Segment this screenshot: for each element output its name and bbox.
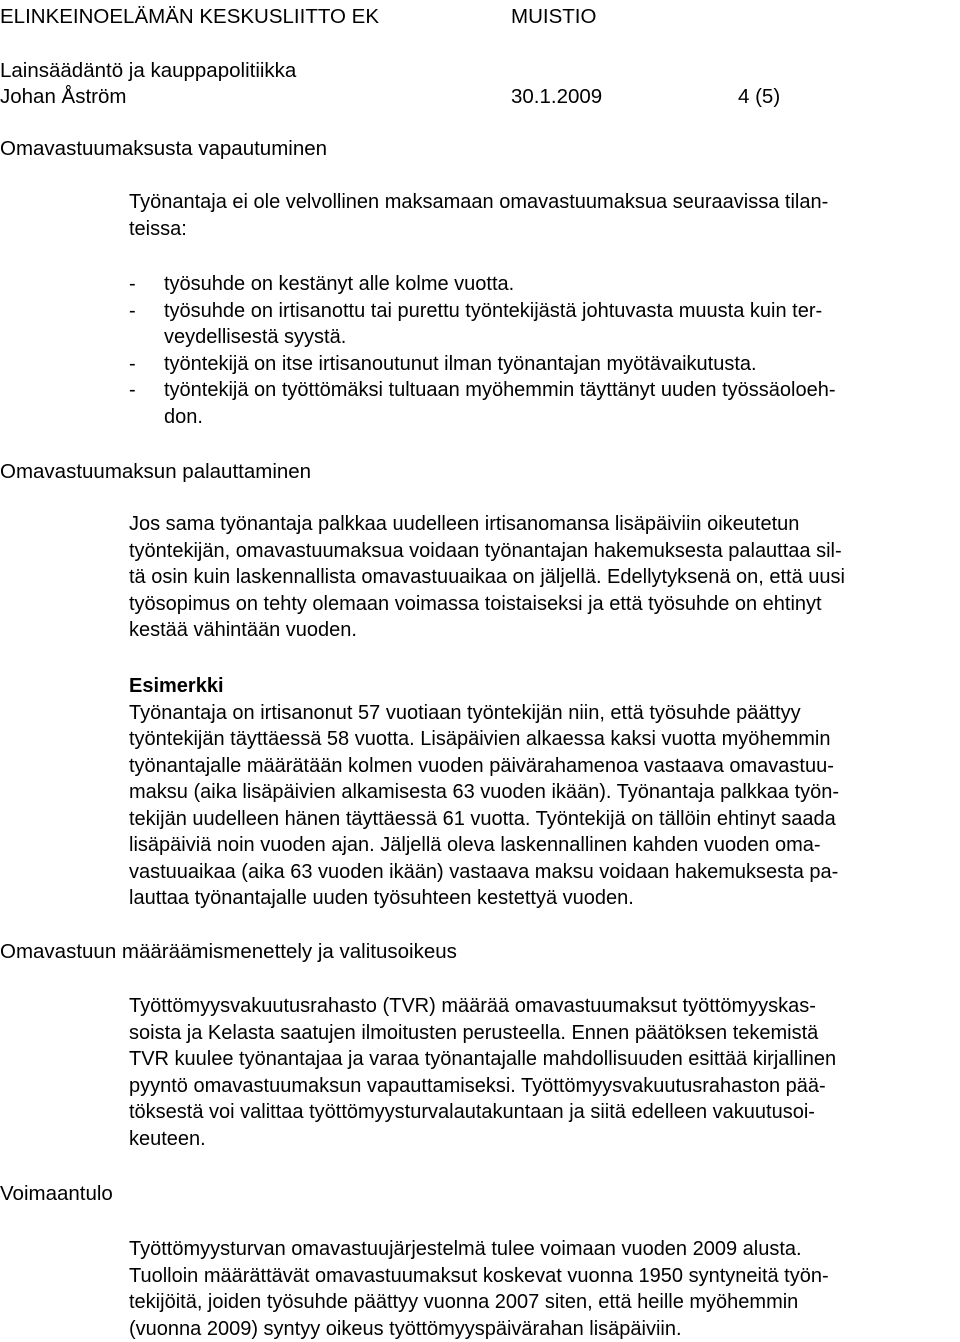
paragraph-line: Jos sama työnantaja palkkaa uudelleen irtisanomansa lisäpäiviin oikeutetun	[129, 511, 955, 538]
section-heading-voimaantulo: Voimaantulo	[0, 1181, 113, 1208]
paragraph-line: tä osin kuin laskennallista omavastuuaikaa on jäljellä. Edellytyksenä on, että uusi	[129, 564, 955, 591]
list-item	[129, 298, 955, 325]
section-heading-maaraamismenettely: Omavastuun määräämismenettely ja valitusoikeus	[0, 939, 457, 966]
list-item-continuation	[129, 324, 955, 351]
list-item	[129, 377, 955, 404]
paragraph-line: tekijöitä, joiden työsuhde päättyy vuonna 2007 siten, että heille myöhemmin	[129, 1289, 955, 1316]
paragraph-line: kestää vähintään vuoden.	[129, 617, 955, 644]
procedure-paragraph	[129, 993, 955, 1152]
header-department: Lainsäädäntö ja kauppapolitiikka	[0, 58, 296, 85]
paragraph-line: töksestä voi valittaa työttömyysturvalautakuntaan ja siitä edelleen vakuutusoi-	[129, 1099, 955, 1126]
example-line: Työnantaja on irtisanonut 57 vuotiaan työntekijän niin, että työsuhde päättyy	[129, 700, 955, 727]
paragraph-line: pyyntö omavastuumaksun vapauttamiseksi. Työttömyysvakuutusrahaston pää-	[129, 1073, 955, 1100]
bullet-dash: -	[129, 351, 136, 378]
bullet-dash: -	[129, 377, 136, 404]
list-item-continuation	[129, 404, 955, 431]
paragraph-line: Työttömyysvakuutusrahasto (TVR) määrää omavastuumaksut työttömyyskas-	[129, 993, 955, 1020]
list-item-text: veydellisestä syystä.	[164, 324, 346, 351]
header-page-number: 4 (5)	[738, 84, 780, 111]
example-line: vastuuaikaa (aika 63 vuoden ikään) vastaava maksu voidaan hakemuksesta pa-	[129, 859, 955, 886]
paragraph-line: työsopimus on tehty olemaan voimassa toistaiseksi ja että työsuhde on ehtinyt	[129, 591, 955, 618]
list-item-text: työntekijä on työttömäksi tultuaan myöhemmin täyttänyt uuden työssäoloeh-	[164, 377, 835, 404]
header-author: Johan Åström	[0, 84, 126, 111]
section-intro	[129, 189, 955, 242]
header-date: 30.1.2009	[511, 84, 602, 111]
list-item-text: työsuhde on kestänyt alle kolme vuotta.	[164, 271, 514, 298]
intro-line: Työnantaja ei ole velvollinen maksamaan omavastuumaksua seuraavissa tilan-	[129, 189, 955, 216]
example-line: lauttaa työnantajalle uuden työsuhteen kestettyä vuoden.	[129, 885, 955, 912]
list-item-text: työsuhde on irtisanottu tai purettu työntekijästä johtuvasta muusta kuin ter-	[164, 298, 822, 325]
list-item	[129, 351, 955, 378]
bullet-dash: -	[129, 298, 136, 325]
intro-line: teissa:	[129, 216, 955, 243]
section-heading-vapautuminen: Omavastuumaksusta vapautuminen	[0, 136, 327, 163]
list-item	[129, 271, 955, 298]
paragraph-line: soista ja Kelasta saatujen ilmoitusten perusteella. Ennen päätöksen tekemistä	[129, 1020, 955, 1047]
section-heading-palauttaminen: Omavastuumaksun palauttaminen	[0, 459, 311, 486]
example-line: lisäpäiviä noin vuoden ajan. Jäljellä oleva laskennallinen kahden vuoden oma-	[129, 832, 955, 859]
paragraph-line: (vuonna 2009) syntyy oikeus työttömyyspäivärahan lisäpäiviin.	[129, 1316, 955, 1342]
example-line: maksu (aika lisäpäivien alkamisesta 63 vuoden ikään). Työnantaja palkkaa työn-	[129, 779, 955, 806]
example-line: työntekijän täyttäessä 58 vuotta. Lisäpäivien alkaessa kaksi vuotta myöhemmin	[129, 726, 955, 753]
effective-date-paragraph	[129, 1236, 955, 1342]
paragraph-line: työntekijän, omavastuumaksua voidaan työnantajan hakemuksesta palauttaa sil-	[129, 538, 955, 565]
paragraph-line: keuteen.	[129, 1126, 955, 1153]
paragraph-line: Työttömyysturvan omavastuujärjestelmä tulee voimaan vuoden 2009 alusta.	[129, 1236, 955, 1263]
example-line: tekijän uudelleen hänen täyttäessä 61 vuotta. Työntekijä on tällöin ehtinyt saada	[129, 806, 955, 833]
example-block	[129, 673, 955, 912]
paragraph-line: TVR kuulee työnantajaa ja varaa työnantajalle mahdollisuuden esittää kirjallinen	[129, 1046, 955, 1073]
header-doc-type: MUISTIO	[511, 4, 596, 31]
paragraph-line: Tuolloin määrättävät omavastuumaksut koskevat vuonna 1950 syntyneitä työn-	[129, 1263, 955, 1290]
list-item-text: don.	[164, 404, 203, 431]
header-organization: ELINKEINOELÄMÄN KESKUSLIITTO EK	[0, 4, 379, 31]
refund-paragraph	[129, 511, 955, 644]
example-line: työnantajalle määrätään kolmen vuoden päivärahamenoa vastaava omavastuu-	[129, 753, 955, 780]
bullet-dash: -	[129, 271, 136, 298]
example-title: Esimerkki	[129, 673, 955, 700]
list-item-text: työntekijä on itse irtisanoutunut ilman työnantajan myötävaikutusta.	[164, 351, 757, 378]
exemption-list	[129, 271, 955, 430]
